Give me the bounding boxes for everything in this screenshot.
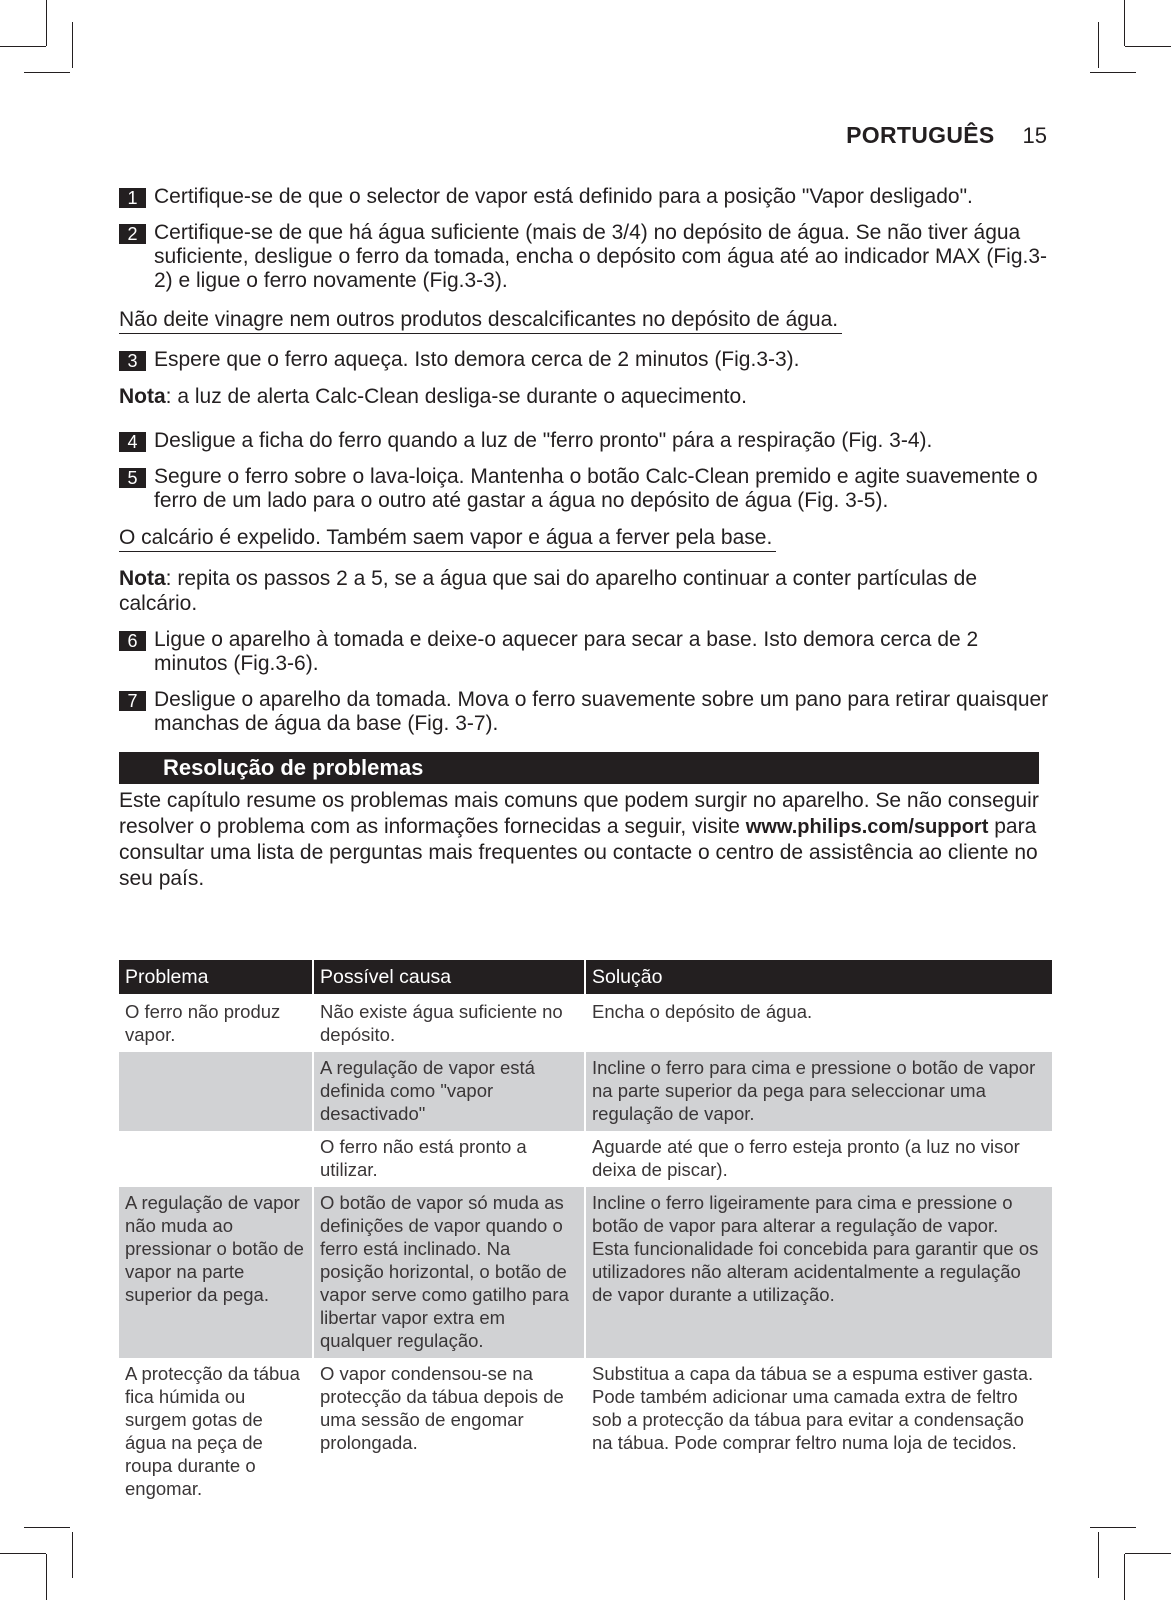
solution-cell: Aguarde até que o ferro esteja pronto (a luz no visor deixa de piscar). [592,1136,1020,1180]
step-text: Certifique-se de que o selector de vapor está definido para a posição "Vapor desligado". [154,185,973,208]
problem-cell [119,1131,313,1187]
step-number: 6 [119,631,146,651]
table-row [119,994,1052,1052]
crop-mark [72,1532,73,1578]
crop-mark [72,22,73,68]
solution-extra-text: Esta funcionalidade foi concebida para garantir que os utilizadores não alteram acidentalmente a regulação de vapor durante a utilização. [592,1238,1039,1305]
step-1 [119,185,1054,209]
solution-cell: Encha o depósito de água. [592,1001,813,1022]
step-number: 5 [119,468,146,488]
crop-mark [1090,72,1136,73]
crop-mark [24,72,70,73]
crop-mark [1124,0,1125,46]
step-6 [119,628,1054,676]
table-row [119,1131,1052,1187]
table-row [119,1358,1052,1506]
note-paragraph [119,566,1054,616]
crop-mark [0,1553,46,1554]
step-number: 1 [119,188,146,208]
step-text: Certifique-se de que há água suficiente (mais de 3/4) no depósito de água. Se não tiver água suficiente, desligue o ferro da tomada, encha o depósito com água até ao indicador MAX (Fig.3-2) e ligue o ferro novamente (Fig.3-3). [154,221,1048,292]
crop-mark [1125,1553,1171,1554]
column-header-solution: Solução [585,960,1052,994]
problem-cell: A regulação de vapor não muda ao pressionar o botão de vapor na parte superior da pega. [119,1187,313,1358]
cause-cell: Não existe água suficiente no depósito. [313,994,585,1052]
intro-text: Este capítulo resume os problemas mais comuns que podem surgir no aparelho. Se não conseguir resolver o problema com as informações fornecidas a seguir, visite [119,789,1039,838]
problem-cell: A protecção da tábua fica húmida ou surgem gotas de água na peça de roupa durante o engomar. [119,1358,313,1506]
solution-text: Incline o ferro ligeiramente para cima e pressione o botão de vapor para alterar a regulação de vapor. [592,1192,1013,1236]
warning-note [119,307,1054,332]
crop-mark [46,1554,47,1600]
crop-mark [46,0,47,46]
note-paragraph [119,384,1054,409]
crop-mark [1090,1527,1136,1528]
support-link[interactable]: www.philips.com/support [745,816,989,838]
solution-cell: Incline o ferro para cima e pressione o botão de vapor na parte superior da pega para seleccionar uma regulação de vapor. [585,1052,1052,1131]
cause-cell: O ferro não está pronto a utilizar. [313,1131,585,1187]
page-content [119,185,1054,892]
column-header-cause: Possível causa [313,960,585,994]
section-intro [119,788,1044,892]
step-4 [119,429,1054,453]
warning-text: Não deite vinagre nem outros produtos descalcificantes no depósito de água. [119,308,842,334]
step-text: Desligue o aparelho da tomada. Mova o ferro suavemente sobre um pano para retirar quaisquer manchas de água da base (Fig. 3-7). [154,688,1049,735]
crop-mark [24,1527,70,1528]
step-3 [119,348,1054,372]
note-label: Nota [119,567,166,590]
step-number: 3 [119,351,146,371]
cause-cell: A regulação de vapor está definida como "vapor desactivado" [313,1052,585,1131]
solution-cell: Substitua a capa da tábua se a espuma estiver gasta. Pode também adicionar uma camada extra de feltro sob a protecção da tábua para evitar a condensação na tábua. Pode comprar feltro numa loja de tecidos. [592,1363,1034,1453]
page-header [846,122,1047,149]
note-text: : a luz de alerta Calc-Clean desliga-se durante o aquecimento. [165,385,748,408]
cause-cell: O vapor condensou-se na protecção da tábua depois de uma sessão de engomar prolongada. [313,1358,585,1506]
language-label: PORTUGUÊS [846,122,995,148]
note-text: : repita os passos 2 a 5, se a água que sai do aparelho continuar a conter partículas de calcário. [119,567,978,615]
column-header-problem: Problema [119,960,313,994]
crop-mark [1098,22,1099,68]
troubleshooting-table [119,960,1052,1506]
step-number: 4 [119,432,146,452]
crop-mark [1098,1532,1099,1578]
table-row [119,1187,1052,1358]
solution-cell [585,1187,1052,1358]
crop-mark [1125,46,1171,47]
cause-cell: O botão de vapor só muda as definições de vapor quando o ferro está inclinado. Na posição horizontal, o botão de vapor serve como gatilho para libertar vapor extra em qualquer regulação. [313,1187,585,1358]
table-header-row [119,960,1052,994]
step-2 [119,221,1054,293]
page-number: 15 [1022,123,1047,148]
problem-cell [119,1052,313,1131]
section-heading: Resolução de problemas [119,752,1039,784]
step-number: 7 [119,691,146,711]
result-note [119,525,1054,550]
step-5 [119,465,1054,513]
note-label: Nota [119,385,166,408]
step-text: Ligue o aparelho à tomada e deixe-o aquecer para secar a base. Isto demora cerca de 2 minutos (Fig.3-6). [154,628,979,675]
step-text: Desligue a ficha do ferro quando a luz de "ferro pronto" pára a respiração (Fig. 3-4). [154,429,933,452]
crop-mark [0,46,46,47]
problem-cell: O ferro não produz vapor. [119,994,313,1052]
step-7 [119,688,1054,736]
table-row [119,1052,1052,1131]
crop-mark [1124,1554,1125,1600]
intro-text: para consultar uma lista de perguntas mais frequentes ou contacte o centro de assistência ao cliente no seu país. [119,815,1038,890]
step-text: Segure o ferro sobre o lava-loiça. Mantenha o botão Calc-Clean premido e agite suavemente o ferro de um lado para o outro até gastar a água no depósito de água (Fig. 3-5). [154,465,1038,512]
result-text: O calcário é expelido. Também saem vapor e água a ferver pela base. [119,526,776,552]
step-number: 2 [119,224,146,244]
step-text: Espere que o ferro aqueça. Isto demora cerca de 2 minutos (Fig.3-3). [154,348,800,371]
